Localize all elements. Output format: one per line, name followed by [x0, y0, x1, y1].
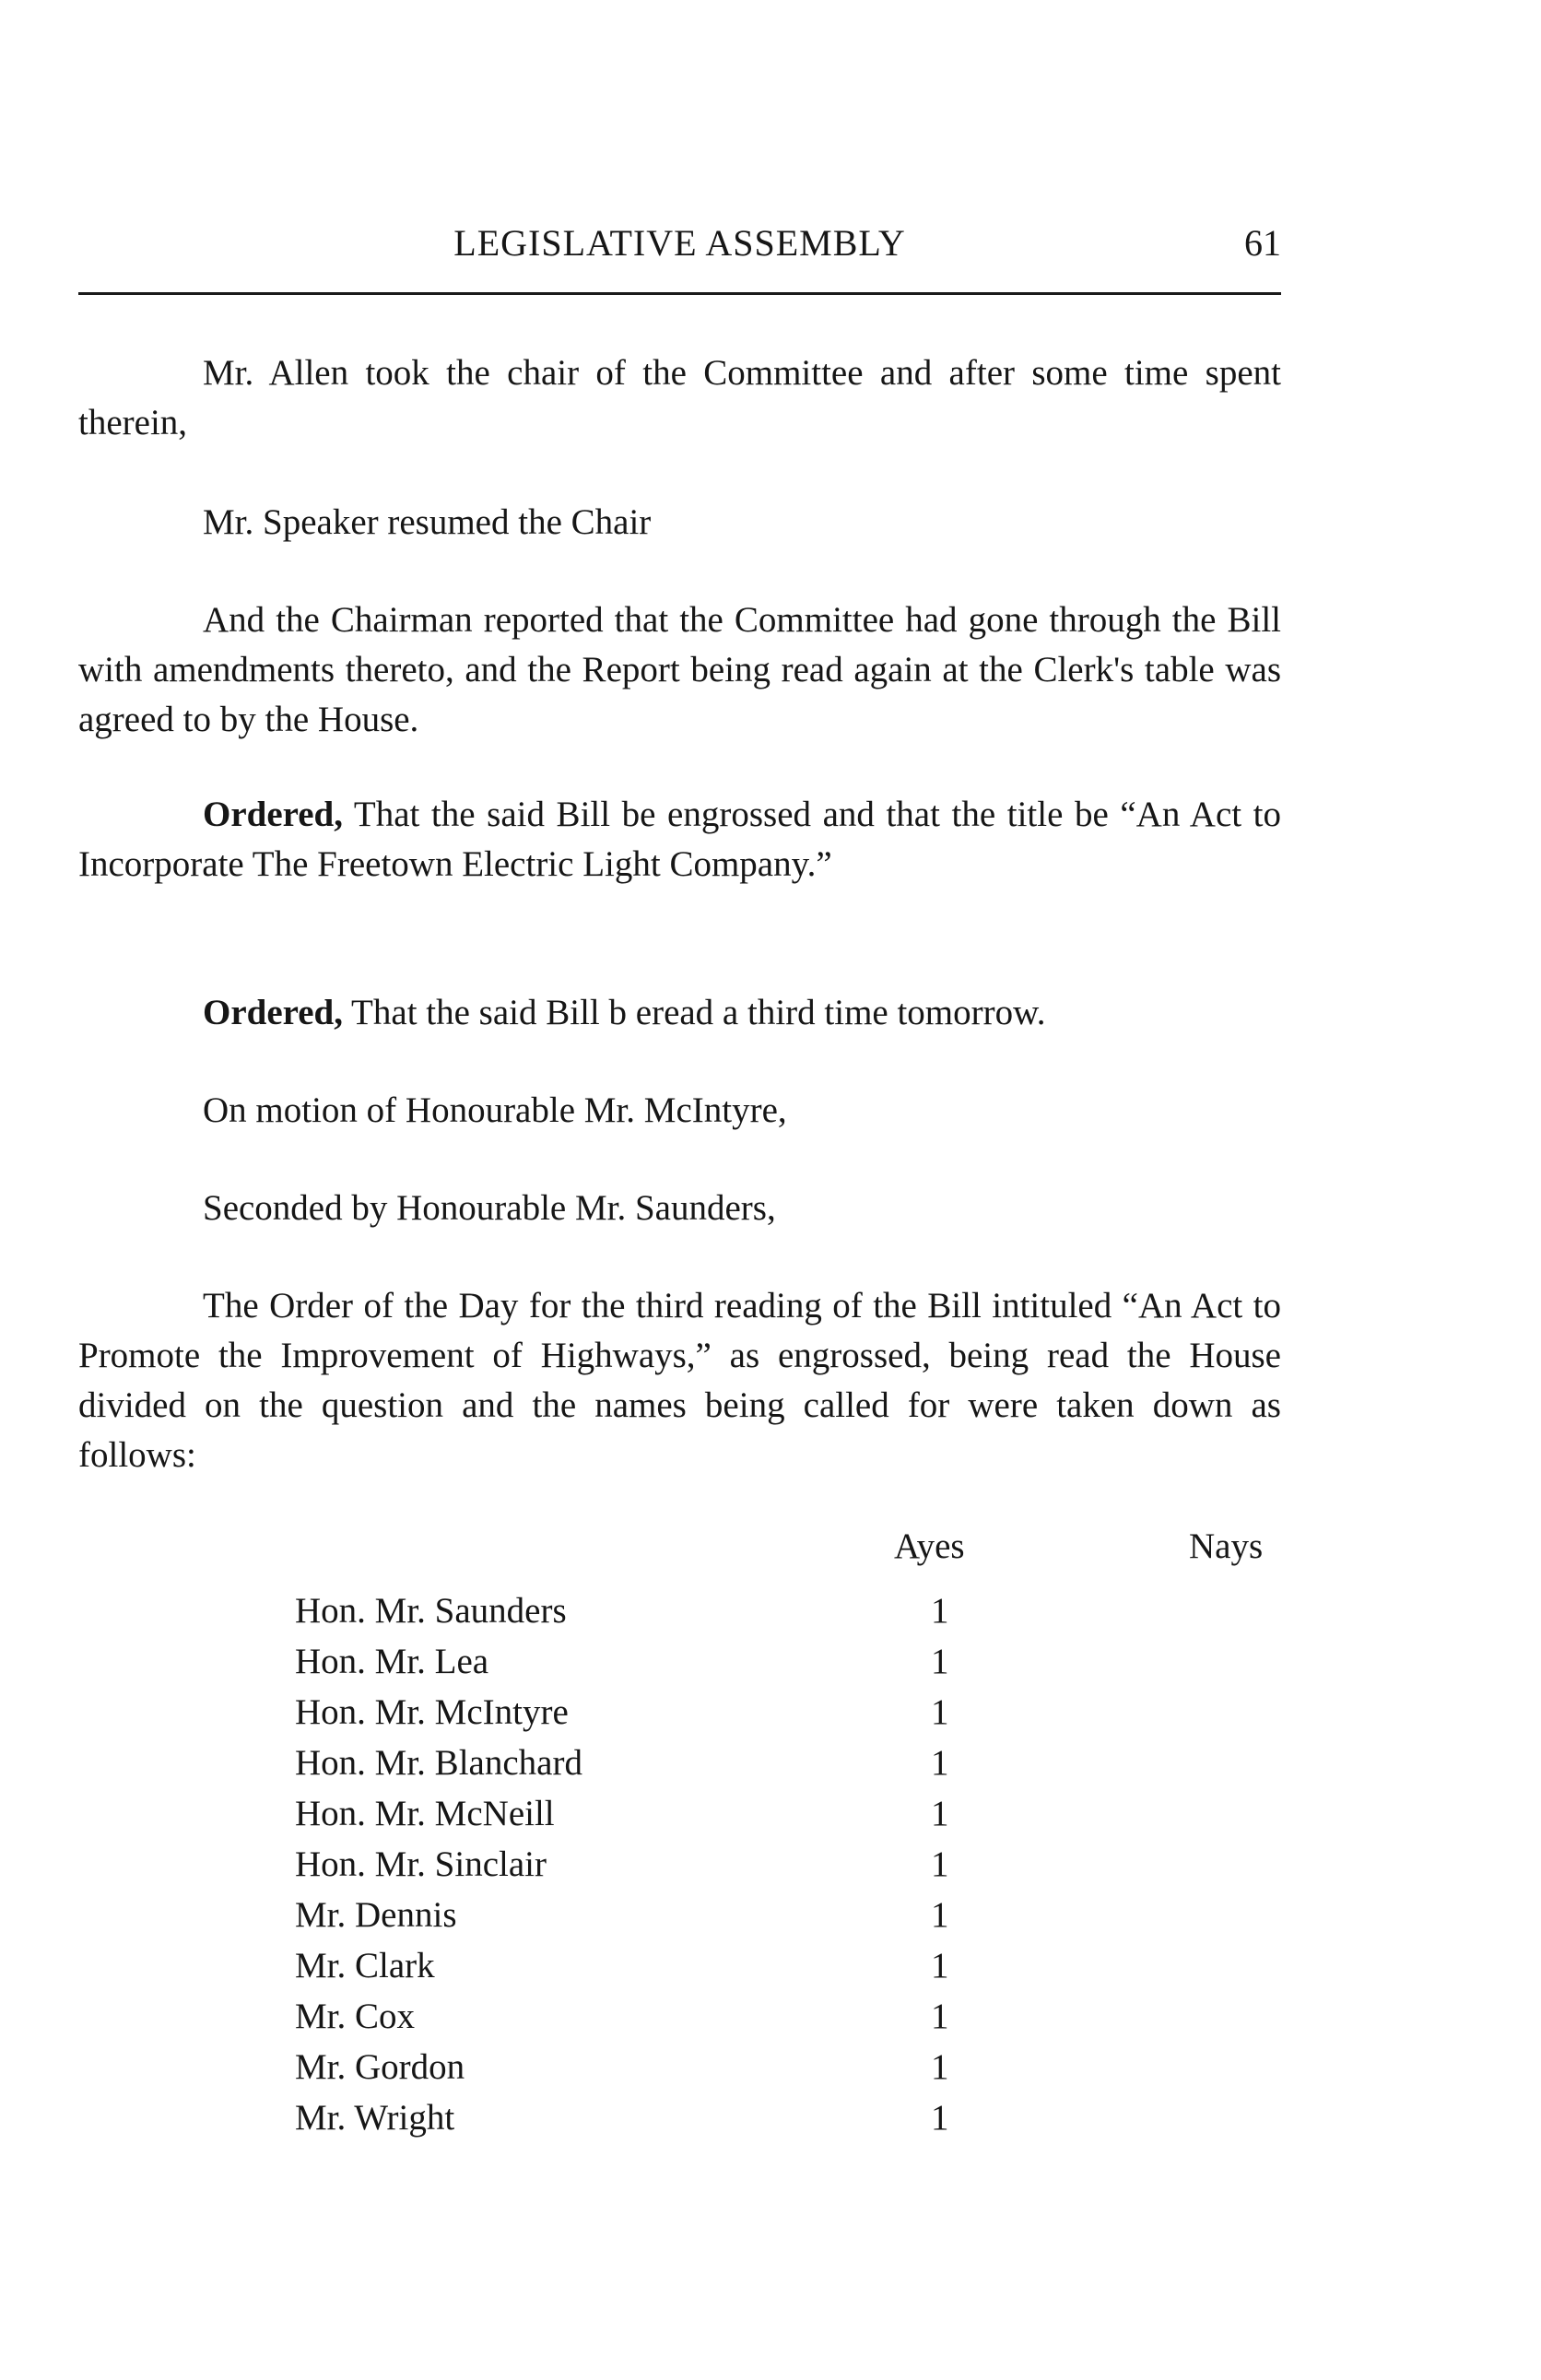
member-name: Hon. Mr. Saunders [295, 1591, 567, 1631]
ordered-text: That the said Bill be engrossed and that the title be “An Act to Incorporate The Freetown Electric Light Company.” [78, 795, 1281, 884]
member-name: Hon. Mr. McNeill [295, 1794, 555, 1833]
vote-row [0, 1945, 1541, 1995]
aye-count: 1 [931, 1844, 949, 1884]
aye-count: 1 [931, 2098, 949, 2138]
member-name: Mr. Clark [295, 1946, 435, 1985]
vote-row [0, 1691, 1541, 1741]
running-title: LEGISLATIVE ASSEMBLY [453, 222, 906, 264]
vote-row [0, 1742, 1541, 1792]
aye-count: 1 [931, 1895, 949, 1935]
aye-count: 1 [931, 1692, 949, 1732]
member-name: Hon. Mr. McIntyre [295, 1692, 569, 1732]
running-head [78, 221, 1281, 277]
member-name: Hon. Mr. Sinclair [295, 1844, 547, 1884]
paragraph-seconded: Seconded by Honourable Mr. Saunders, [203, 1188, 776, 1228]
aye-count: 1 [931, 1743, 949, 1783]
aye-count: 1 [931, 1794, 949, 1833]
aye-count: 1 [931, 1591, 949, 1631]
vote-row [0, 1590, 1541, 1640]
member-name: Mr. Dennis [295, 1895, 457, 1935]
member-name: Mr. Cox [295, 1997, 416, 2036]
vote-row [0, 1996, 1541, 2045]
vote-row [0, 2046, 1541, 2096]
aye-count: 1 [931, 1642, 949, 1681]
paragraph-speaker-resumed: Mr. Speaker resumed the Chair [203, 502, 652, 542]
paragraph-ordered-third-reading [78, 988, 1281, 1038]
vote-row [0, 1793, 1541, 1843]
paragraph-allen-chair: Mr. Allen took the chair of the Committee and after some time spent therein, [78, 353, 1281, 442]
paragraph-order-of-day: The Order of the Day for the third reading of the Bill intituled “An Act to Promote the Improvement of Highways,” as engrossed, being read the House divided on the question and the names being called for were taken down as follows: [78, 1286, 1281, 1475]
member-name: Mr. Wright [295, 2098, 455, 2138]
vote-row [0, 1894, 1541, 1944]
ordered-lead: Ordered, [203, 795, 344, 834]
nays-column-header: Nays [1189, 1526, 1264, 1566]
aye-count: 1 [931, 1946, 949, 1985]
paragraph-ordered-engrossed [78, 790, 1281, 890]
page-number: 61 [1244, 222, 1281, 264]
vote-row [0, 1844, 1541, 1893]
member-name: Hon. Mr. Blanchard [295, 1743, 582, 1783]
paragraph-motion: On motion of Honourable Mr. McIntyre, [203, 1090, 787, 1130]
aye-count: 1 [931, 2047, 949, 2087]
vote-row [0, 2097, 1541, 2147]
ayes-column-header: Ayes [894, 1526, 965, 1566]
member-name: Hon. Mr. Lea [295, 1642, 489, 1681]
vote-row [0, 1641, 1541, 1691]
ordered-text: That the said Bill b eread a third time tomorrow. [343, 993, 1046, 1032]
member-name: Mr. Gordon [295, 2047, 465, 2087]
ordered-lead: Ordered, [203, 993, 344, 1032]
paragraph-chairman-report: And the Chairman reported that the Committee had gone through the Bill with amendments thereto, and the Report being read again at the Clerk's table was agreed to by the House. [78, 600, 1281, 739]
aye-count: 1 [931, 1997, 949, 2036]
header-rule [78, 292, 1281, 295]
